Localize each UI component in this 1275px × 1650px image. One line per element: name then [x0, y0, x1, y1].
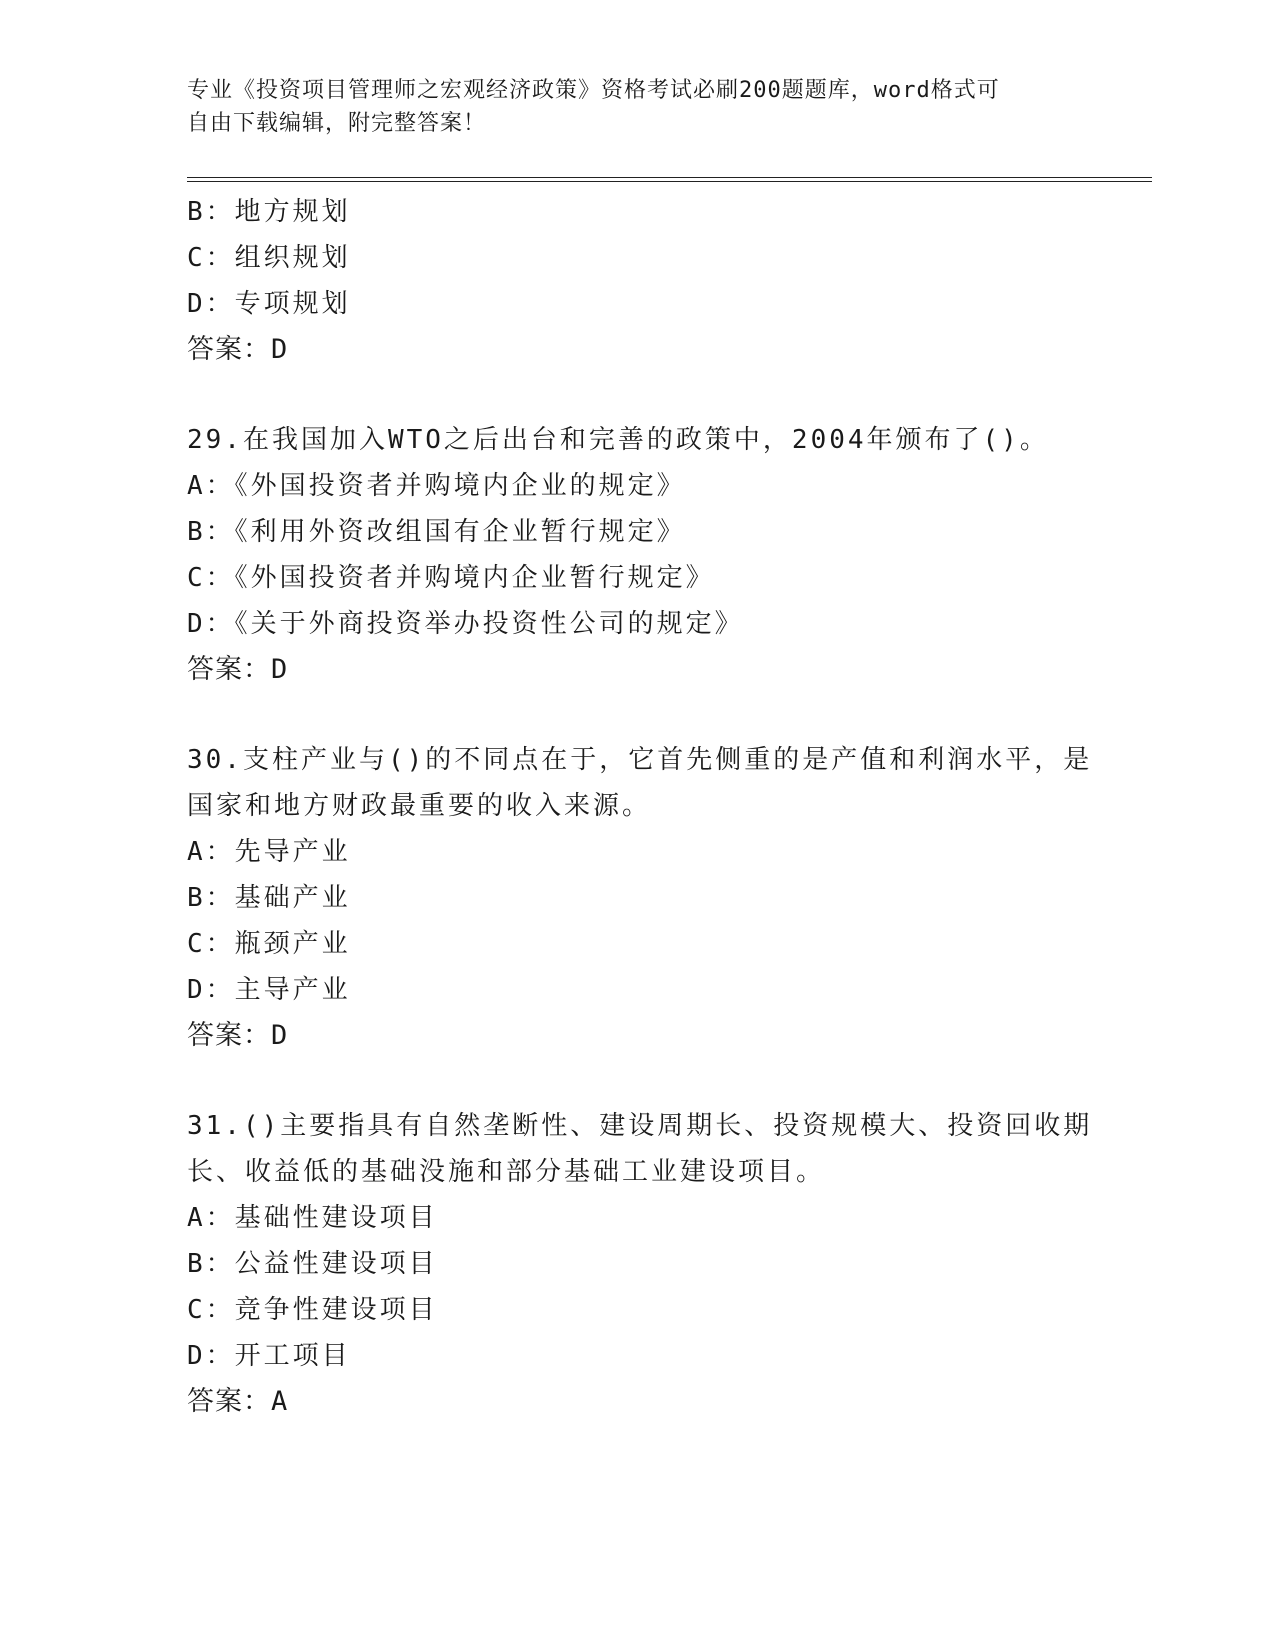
- option-d: D：开工项目: [187, 1341, 351, 1371]
- option-c: C：竞争性建设项目: [187, 1295, 438, 1325]
- option-b: B：《利用外资改组国有企业暂行规定》: [187, 517, 686, 547]
- option-d: D：专项规划: [187, 289, 351, 319]
- option-a: A：《外国投资者并购境内企业的规定》: [187, 471, 686, 501]
- question-29: [187, 417, 1087, 693]
- option-d: D：《关于外商投资举办投资性公司的规定》: [187, 609, 744, 639]
- question-stem-line-1: 30.支柱产业与()的不同点在于，它首先侧重的是产值和利润水平，是: [187, 745, 1093, 775]
- option-c: C：《外国投资者并购境内企业暂行规定》: [187, 563, 715, 593]
- option-c: C：瓶颈产业: [187, 929, 351, 959]
- question-list: [187, 189, 1093, 1425]
- answer: 答案：D: [187, 1020, 289, 1051]
- question-28: [187, 189, 1087, 373]
- option-b: B：基础产业: [187, 883, 351, 913]
- option-a: A：先导产业: [187, 837, 351, 867]
- question-30: [187, 737, 1093, 1059]
- answer: 答案：D: [187, 334, 289, 365]
- answer: 答案：A: [187, 1386, 289, 1417]
- question-31: [187, 1103, 1093, 1425]
- question-stem: 29.在我国加入WTO之后出台和完善的政策中，2004年颁布了()。: [187, 425, 1049, 455]
- option-b: B：地方规划: [187, 197, 351, 227]
- header-line-2: 自由下载编辑，附完整答案！: [187, 111, 487, 136]
- header-line-1: 专业《投资项目管理师之宏观经济政策》资格考试必刷200题题库，word格式可: [187, 78, 1000, 103]
- option-a: A：基础性建设项目: [187, 1203, 438, 1233]
- question-stem-line-1: 31.()主要指具有自然垄断性、建设周期长、投资规模大、投资回收期: [187, 1111, 1093, 1141]
- question-stem-line-2: 长、收益低的基础没施和部分基础工业建设项目。: [187, 1157, 826, 1187]
- question-stem-line-2: 国家和地方财政最重要的收入来源。: [187, 791, 652, 821]
- option-d: D：主导产业: [187, 975, 351, 1005]
- option-b: B：公益性建设项目: [187, 1249, 438, 1279]
- answer: 答案：D: [187, 654, 289, 685]
- header-divider: [187, 177, 1152, 182]
- option-c: C：组织规划: [187, 243, 351, 273]
- page-header: [187, 74, 1067, 140]
